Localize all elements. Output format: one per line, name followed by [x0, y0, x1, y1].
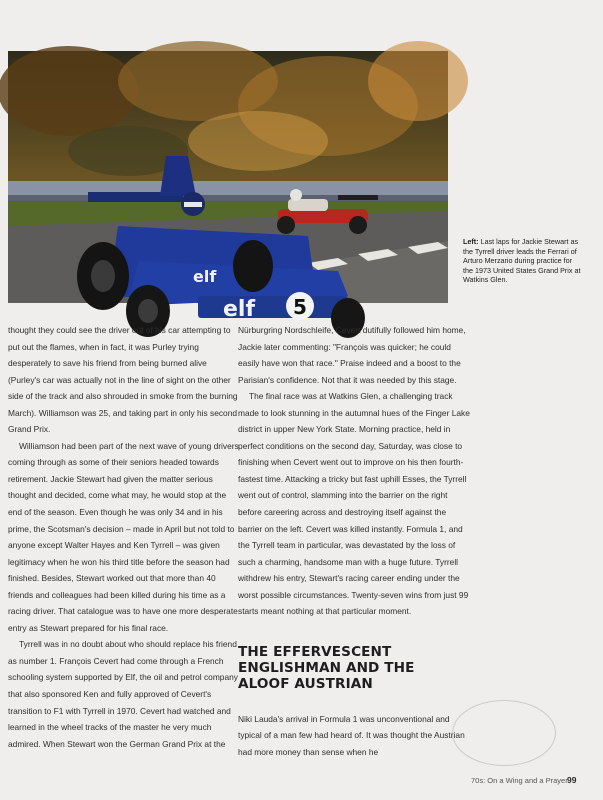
page-number: 99	[567, 775, 577, 785]
car-number: 5	[293, 295, 307, 319]
running-footer: 70s: On a Wing and a Prayer	[471, 776, 568, 785]
caption-text: Last laps for Jackie Stewart as the Tyrrell driver leads the Ferrari of Arturo Merzario during practice for the 1973 United States Grand Prix at Watkins Glen.	[463, 237, 581, 285]
elf-logo-small: elf	[193, 267, 217, 286]
paragraph: Tyrrell was in no doubt about who should replace his friend as number 1. François Cevert had come through a French schooling system supported by Elf, the oil and petrol company that also sponsored Ken and fully approved of Cevert's transition to F1 with Tyrrell in 1970. Cevert had watched and learned in the wheel tracks of the master he very much admired. When Stewart won the German Grand Prix at the	[8, 639, 238, 749]
paragraph: thought they could see the driver out of his car attempting to put out the flames, when in fact, it was Purley trying desperately to save his friend from being burned alive (Purley's car was actually not in the line of sight on the other side of the track and also shrouded in smoke from the burning March). Williamson was 25, and taking part in only his second Grand Prix.	[8, 325, 238, 435]
paragraph: Niki Lauda's arrival in Formula 1 was unconventional and typical of a man few had heard of. It was thought the Austrian had more money than sense when he	[238, 713, 465, 757]
photo-caption	[463, 237, 583, 285]
caption-lead: Left:	[463, 237, 479, 246]
tyrrell-car-illustration	[8, 51, 448, 322]
left-column	[8, 322, 240, 752]
library-stamp	[452, 700, 556, 766]
paragraph: Williamson had been part of the next wave of young drivers coming through as some of their seniors headed towards retirement. Jackie Stewart had given the matter serious thought and decided, come what may, he would stop at the end of the season. Even though he was only 34 and in his prime, the Scotsman's decision – made in April but not told to anyone except Walter Hayes and Ken Tyrrell – was given legitimacy when he won his third title before the season had finished. Besides, Stewart worked out that more than 40 friends and colleagues had been killed during his time as a racing driver. That catalogue was to have one more desperate entry as Stewart prepared for his final race.	[8, 440, 239, 633]
race-photo	[8, 51, 448, 322]
paragraph: Nürburgring Nordschleife, Cevert dutifully followed him home, Jackie later commenting: "François was quicker; he could easily have won that race." Praise indeed and a boost to the Parisian's confidence. Not that it was needed by this stage.	[238, 325, 466, 385]
section-heading: THE EFFERVESCENT ENGLISHMAN AND THE ALOOF AUSTRIAN	[238, 643, 415, 692]
paragraph: The final race was at Watkins Glen, a challenging track made to look stunning in the autumnal hues of the Finger Lake district in upper New York State. Morning practice, held in perfect conditions on the second day, Saturday, was close to finishing when Cevert went out to improve on his then fourth-fastest time. Attacking a tricky but fast uphill Esses, the Tyrrell went out of control, slamming into the barrier on the right before careering across and destroying itself against the barrier on the left. Cevert was killed instantly. Formula 1, and the Tyrrell team in particular, was devastated by the loss of such a charming, handsome man with a huge future. Tyrrell withdrew his entry, Stewart's racing career ending under the worst possible circumstances. Twenty-seven wins from just 99 starts meant nothing at that particular moment.	[238, 391, 470, 617]
elf-logo: elf	[223, 297, 256, 322]
right-column	[238, 322, 470, 760]
